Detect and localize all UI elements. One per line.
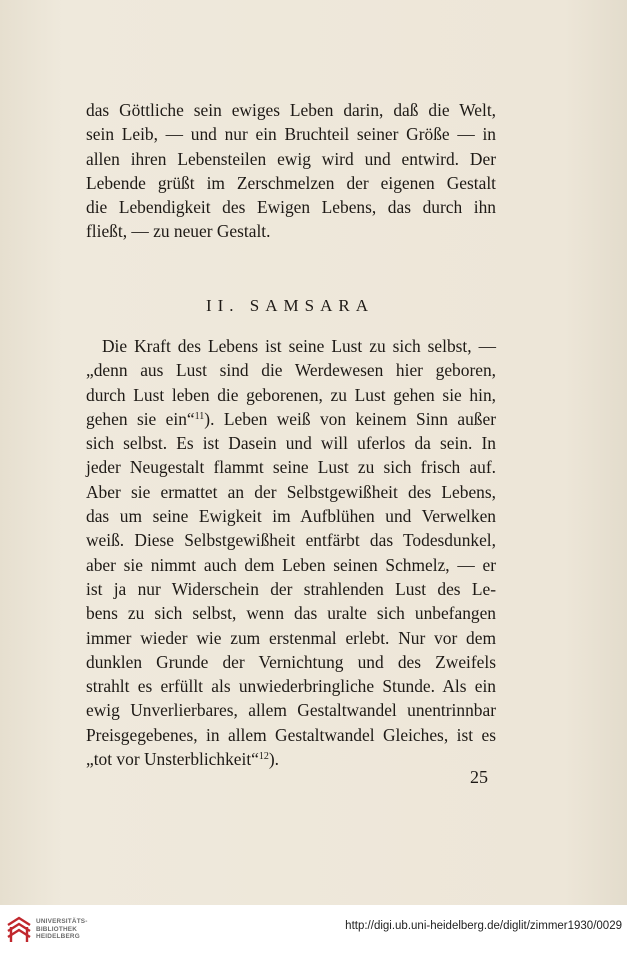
text-line: strahlt es erfüllt als unwiederbringliche Stunde. Als ein (86, 676, 496, 697)
text-line: weiß. Diese Selbstgewißheit entfärbt das Todesdunkel, (86, 530, 496, 551)
text-line: dunklen Grunde der Vernichtung und des Zweifels (86, 651, 496, 672)
text-line: Preisgegebenes, in allem Gestaltwandel Gleiches, ist es (86, 724, 496, 745)
text-line: „denn aus Lust sind die Werdewesen hier geboren, (86, 360, 496, 381)
institution-line: HEIDELBERG (36, 933, 80, 941)
institution-name (36, 918, 88, 941)
section-heading: II. SAMSARA (205, 296, 375, 315)
text-line-with-footnote (86, 407, 496, 431)
footnote-marker: 12 (258, 751, 269, 763)
text-line: Lebende grüßt im Zerschmelzen der eigenen Gestalt (86, 172, 496, 193)
text-line: allen ihren Lebensteilen ewig wird und entwird. Der (86, 148, 496, 169)
institution-line: UNIVERSITÄTS- (36, 918, 88, 925)
text-line: das Göttliche sein ewiges Leben darin, daß die Welt, (86, 100, 496, 120)
main-paragraph (86, 334, 496, 771)
text-line: durch Lust leben die geborenen, zu Lust gehen sie hin, (86, 384, 496, 405)
text-line: ewig Unverlierbares, allem Gestaltwandel unentrinnbar (86, 700, 496, 721)
text-line: sein Leib, — und nur ein Bruchteil seiner Größe — in (86, 124, 496, 145)
footer-bar (0, 905, 627, 953)
library-logo-icon[interactable] (6, 915, 32, 943)
text-line: ist ja nur Widerschein der strahlenden Lust des Le- (86, 578, 496, 599)
text-line: immer wieder wie zum erstenmal erlebt. Nur vor dem (86, 627, 496, 648)
text-line: sich selbst. Es ist Dasein und will uferlos da sein. In (86, 433, 496, 454)
text-fragment: ). (268, 749, 280, 770)
text-line: Aber sie ermattet an der Selbstgewißheit des Lebens, (86, 481, 496, 502)
text-line: aber sie nimmt auch dem Leben seinen Schmelz, — er (86, 554, 496, 575)
footnote-marker: 11 (194, 410, 205, 422)
text-fragment: gehen sie ein“ (86, 408, 195, 429)
text-line: das um seine Ewigkeit im Aufblühen und Verwelken (86, 506, 496, 527)
text-fragment: „tot vor Unsterblichkeit“ (86, 749, 259, 770)
top-paragraph (86, 98, 496, 244)
text-line: fließt, — zu neuer Gestalt. (86, 221, 271, 242)
text-line-with-footnote (86, 747, 496, 771)
text-line: jeder Neugestalt flammt seine Lust zu sich frisch auf. (86, 457, 496, 478)
text-line: bens zu sich selbst, wenn das uralte sich unbefangen (86, 603, 496, 624)
text-line: die Lebendigkeit des Ewigen Lebens, das durch ihn (86, 197, 496, 218)
page-number: 25 (470, 767, 488, 787)
text-line: Die Kraft des Lebens ist seine Lust zu sich selbst, — (102, 336, 496, 356)
institution-line: BIBLIOTHEK (36, 925, 78, 933)
source-url[interactable]: http://digi.ub.uni-heidelberg.de/diglit/zimmer1930/0029 (345, 920, 622, 932)
text-fragment: ). Leben weiß von keinem Sinn außer (204, 408, 496, 429)
